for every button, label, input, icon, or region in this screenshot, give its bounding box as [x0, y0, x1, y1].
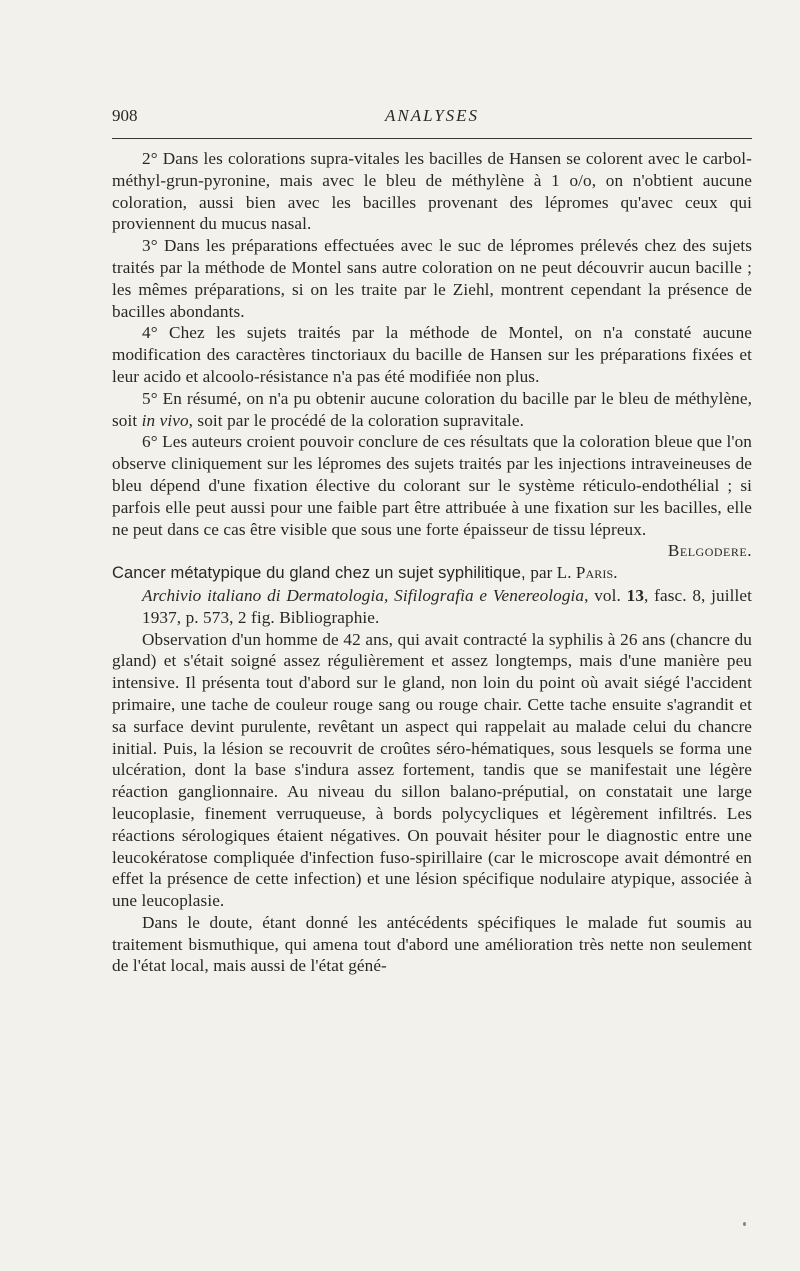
paper-speck — [743, 1222, 746, 1226]
article-title-line — [112, 562, 752, 585]
article-author-end: . — [613, 563, 618, 583]
running-title: ANALYSES — [384, 106, 480, 125]
article-reference — [112, 585, 752, 629]
paragraph-5 — [112, 388, 752, 432]
observation-paragraph: Observation d'un homme de 42 ans, qui avait contracté la syphilis à 26 ans (chancre du gland) et s'était soigné assez régulièrement et assez longtemps, mais d'une manière peu intensive. Il présenta tout d'abord sur le gland, non loin du point où avait siégé l'accident primaire, une tache de couleur rouge sang ou rouge chair. Cette tache ensuite s'agrandit et sa surface devint purulente, revêtant un aspect qui rappelait au malade celui du chancre initial. Puis, la lésion se recouvrit de croûtes séro-hématiques, sous lesquels se forma une ulcération, dont la base s'indura assez fortement, tandis que se manifestait une légère réaction ganglionnaire. Au niveau du sillon balano-préputial, on constatait une large leucoplasie, finement verruqueuse, à bords polycycliques et légèrement infiltrés. Les réactions sérologiques étaient négatives. On pouvait hésiter pour le diagnostic entre une leucokératose compliquée d'infection fuso-spirillaire (car le microscope avait démontré en effet la présence de cette infection) et une lésion spécifique nodulaire atypique, associée à une leucoplasie. — [112, 629, 752, 911]
reference-details: , fasc. 8, juillet 1937, p. 573, 2 fig. Bibliographie. — [142, 585, 752, 627]
article-author: Paris — [575, 563, 614, 583]
paragraph-3: 3° Dans les préparations effectuées avec le suc de lépromes prélevés chez des sujets traités par la méthode de Montel sans autre coloration on ne peut découvrir aucun bacille ; les mêmes préparations, si on les traite par le Ziehl, montrent cependant la présence de bacilles abondants. — [112, 236, 752, 321]
treatment-paragraph: Dans le doute, étant donné les antécédents spécifiques le malade fut soumis au traitement bismuthique, qui amena tout d'abord une amélioration très nette non seulement de l'état local, mais aussi de l'état géné- — [112, 912, 752, 976]
article-author-line — [530, 563, 617, 582]
page-number: 908 — [112, 106, 138, 125]
header-rule — [112, 138, 752, 139]
volume-label: , vol. — [584, 585, 621, 605]
signature: Belgodere. — [667, 541, 752, 561]
paragraph-5-start: 5° En résumé, on n'a pu obtenir aucune coloration du bacille par le bleu de méthylène, soit — [112, 388, 752, 430]
article-by: par L. — [530, 563, 572, 583]
article-title: Cancer métatypique du gland chez un sujet syphilitique, — [112, 564, 526, 583]
paragraph-4: 4° Chez les sujets traités par la méthode de Montel, on n'a constaté aucune modification des caractères tinctoriaux du bacille de Hansen sur les préparations fixées et leur acido et alcoolo-résistance n'a pas été modifiée non plus. — [112, 323, 752, 386]
journal-name: Archivio italiano di Dermatologia, Sifilografia e Venereologia — [142, 585, 585, 605]
running-header — [112, 106, 752, 132]
paragraph-6: 6° Les auteurs croient pouvoir conclure de ces résultats que la coloration bleue que l'on observe cliniquement sur les lépromes des sujets traités par les injections intraveineuses de bleu dépend d'une fixation élective du colorant sur le système réticulo-endothélial ; si parfois elle peut aussi pour une faible part être attribuée à une fixation sur les bacilles, elle ne peut dans ce cas être visible que sous une forte épaisseur de tissu lépreux. — [112, 432, 752, 539]
paragraph-5-italic: in vivo — [141, 410, 189, 430]
paragraph-5-end: , soit par le procédé de la coloration supravitale. — [188, 410, 524, 430]
signature-line — [112, 540, 752, 562]
body-text — [112, 148, 752, 977]
paragraph-2: 2° Dans les colorations supra-vitales les bacilles de Hansen se colorent avec le carbol-méthyl-grun-pyronine, mais avec le bleu de méthylène à 1 o/o, on n'obtient aucune coloration, aussi bien avec les bacilles provenant des lépromes qu'avec ceux qui proviennent du mucus nasal. — [112, 149, 752, 234]
volume-number: 13 — [626, 585, 645, 605]
